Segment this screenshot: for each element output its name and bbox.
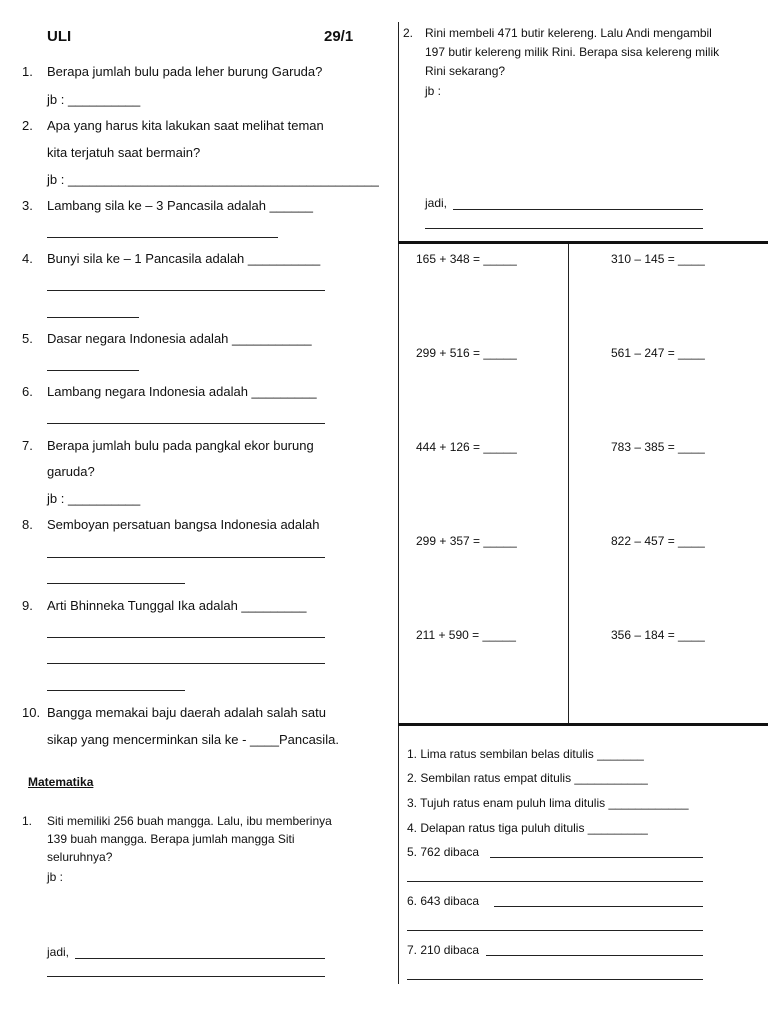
question-number: 6. xyxy=(22,384,33,399)
answer-line[interactable] xyxy=(407,979,703,980)
number-word-item[interactable]: 3. Tujuh ratus enam puluh lima ditulis ____________ xyxy=(407,796,689,810)
question-text: Dasar negara Indonesia adalah ___________ xyxy=(47,331,312,346)
answer-line[interactable] xyxy=(47,290,325,291)
addition-problem[interactable]: 444 + 126 = _____ xyxy=(416,440,517,454)
question-text: Berapa jumlah bulu pada pangkal ekor burung xyxy=(47,438,314,453)
question-text: 139 buah mangga. Berapa jumlah mangga Siti xyxy=(47,832,295,846)
jadi-label: jadi, xyxy=(425,196,448,210)
addition-problem[interactable]: 211 + 590 = _____ xyxy=(416,628,516,642)
question-text: Lambang sila ke – 3 Pancasila adalah ______ xyxy=(47,198,313,213)
answer-line[interactable] xyxy=(47,583,185,584)
answer-line[interactable] xyxy=(47,557,325,558)
number-word-item[interactable]: 1. Lima ratus sembilan belas ditulis _______ xyxy=(407,747,644,761)
answer-field[interactable]: jb : ___________________________________________ xyxy=(47,172,379,187)
answer-line[interactable] xyxy=(47,423,325,424)
question-text: Bunyi sila ke – 1 Pancasila adalah __________ xyxy=(47,251,321,266)
answer-line[interactable] xyxy=(47,370,139,371)
answer-field[interactable]: jb : __________ xyxy=(47,491,141,506)
answer-line[interactable] xyxy=(47,637,325,638)
arithmetic-column-divider xyxy=(568,244,569,723)
question-number: 1. xyxy=(22,64,33,79)
jadi-label: jadi, xyxy=(47,945,70,959)
answer-label: jb : xyxy=(47,870,64,884)
question-text: Rini sekarang? xyxy=(425,64,506,78)
question-number: 1. xyxy=(22,814,33,828)
answer-label: jb : xyxy=(425,84,442,98)
answer-line[interactable] xyxy=(490,857,703,858)
question-text: Berapa jumlah bulu pada leher burung Garuda? xyxy=(47,64,323,79)
number-word-item: 6. 643 dibaca xyxy=(407,894,480,908)
question-number: 2. xyxy=(22,118,33,133)
subtraction-problem[interactable]: 822 – 457 = ____ xyxy=(611,534,705,548)
question-text: Semboyan persatuan bangsa Indonesia adalah xyxy=(47,517,320,532)
section-divider-top xyxy=(398,241,768,244)
subtraction-problem[interactable]: 561 – 247 = ____ xyxy=(611,346,705,360)
question-number: 4. xyxy=(22,251,33,266)
number-word-item: 5. 762 dibaca xyxy=(407,845,480,859)
question-text: kita terjatuh saat bermain? xyxy=(47,145,201,160)
question-number: 10. xyxy=(22,705,41,720)
answer-line[interactable] xyxy=(425,228,703,229)
question-text: Lambang negara Indonesia adalah _________ xyxy=(47,384,317,399)
answer-line[interactable] xyxy=(47,690,185,691)
answer-line[interactable] xyxy=(47,976,325,977)
answer-line[interactable] xyxy=(407,930,703,931)
answer-line[interactable] xyxy=(407,881,703,882)
question-text: seluruhnya? xyxy=(47,850,113,864)
answer-field[interactable]: jb : __________ xyxy=(47,92,141,107)
addition-problem[interactable]: 165 + 348 = _____ xyxy=(416,252,517,266)
question-text: Rini membeli 471 butir kelereng. Lalu Andi mengambil xyxy=(425,26,712,40)
section-divider-bottom xyxy=(398,723,768,726)
column-divider xyxy=(398,22,399,984)
question-number: 9. xyxy=(22,598,33,613)
answer-line[interactable] xyxy=(486,955,703,956)
question-text: Siti memiliki 256 buah mangga. Lalu, ibu memberinya xyxy=(47,814,332,828)
number-word-item[interactable]: 2. Sembilan ratus empat ditulis ___________ xyxy=(407,771,648,785)
answer-line[interactable] xyxy=(47,237,278,238)
question-number: 2. xyxy=(403,26,414,40)
answer-line[interactable] xyxy=(47,663,325,664)
subtraction-problem[interactable]: 310 – 145 = ____ xyxy=(611,252,705,266)
answer-line[interactable] xyxy=(494,906,703,907)
number-word-item[interactable]: 4. Delapan ratus tiga puluh ditulis _________ xyxy=(407,821,648,835)
question-number: 3. xyxy=(22,198,33,213)
question-text: sikap yang mencerminkan sila ke - ____Pancasila. xyxy=(47,732,339,747)
question-text: Apa yang harus kita lakukan saat melihat teman xyxy=(47,118,324,133)
question-text: 197 butir kelereng milik Rini. Berapa sisa kelereng milik xyxy=(425,45,720,59)
question-number: 7. xyxy=(22,438,33,453)
question-text: Arti Bhinneka Tunggal Ika adalah _________ xyxy=(47,598,307,613)
addition-problem[interactable]: 299 + 516 = _____ xyxy=(416,346,517,360)
number-word-item: 7. 210 dibaca xyxy=(407,943,480,957)
student-name: ULI xyxy=(47,28,72,45)
subtraction-problem[interactable]: 356 – 184 = ____ xyxy=(611,628,705,642)
question-number: 8. xyxy=(22,517,33,532)
date-label: 29/1 xyxy=(324,28,354,45)
question-number: 5. xyxy=(22,331,33,346)
answer-line[interactable] xyxy=(75,958,325,959)
answer-line[interactable] xyxy=(453,209,703,210)
answer-line[interactable] xyxy=(47,317,139,318)
subtraction-problem[interactable]: 783 – 385 = ____ xyxy=(611,440,705,454)
addition-problem[interactable]: 299 + 357 = _____ xyxy=(416,534,517,548)
question-text: Bangga memakai baju daerah adalah salah satu xyxy=(47,705,326,720)
section-heading-matematika: Matematika xyxy=(28,775,94,789)
question-text: garuda? xyxy=(47,464,95,479)
